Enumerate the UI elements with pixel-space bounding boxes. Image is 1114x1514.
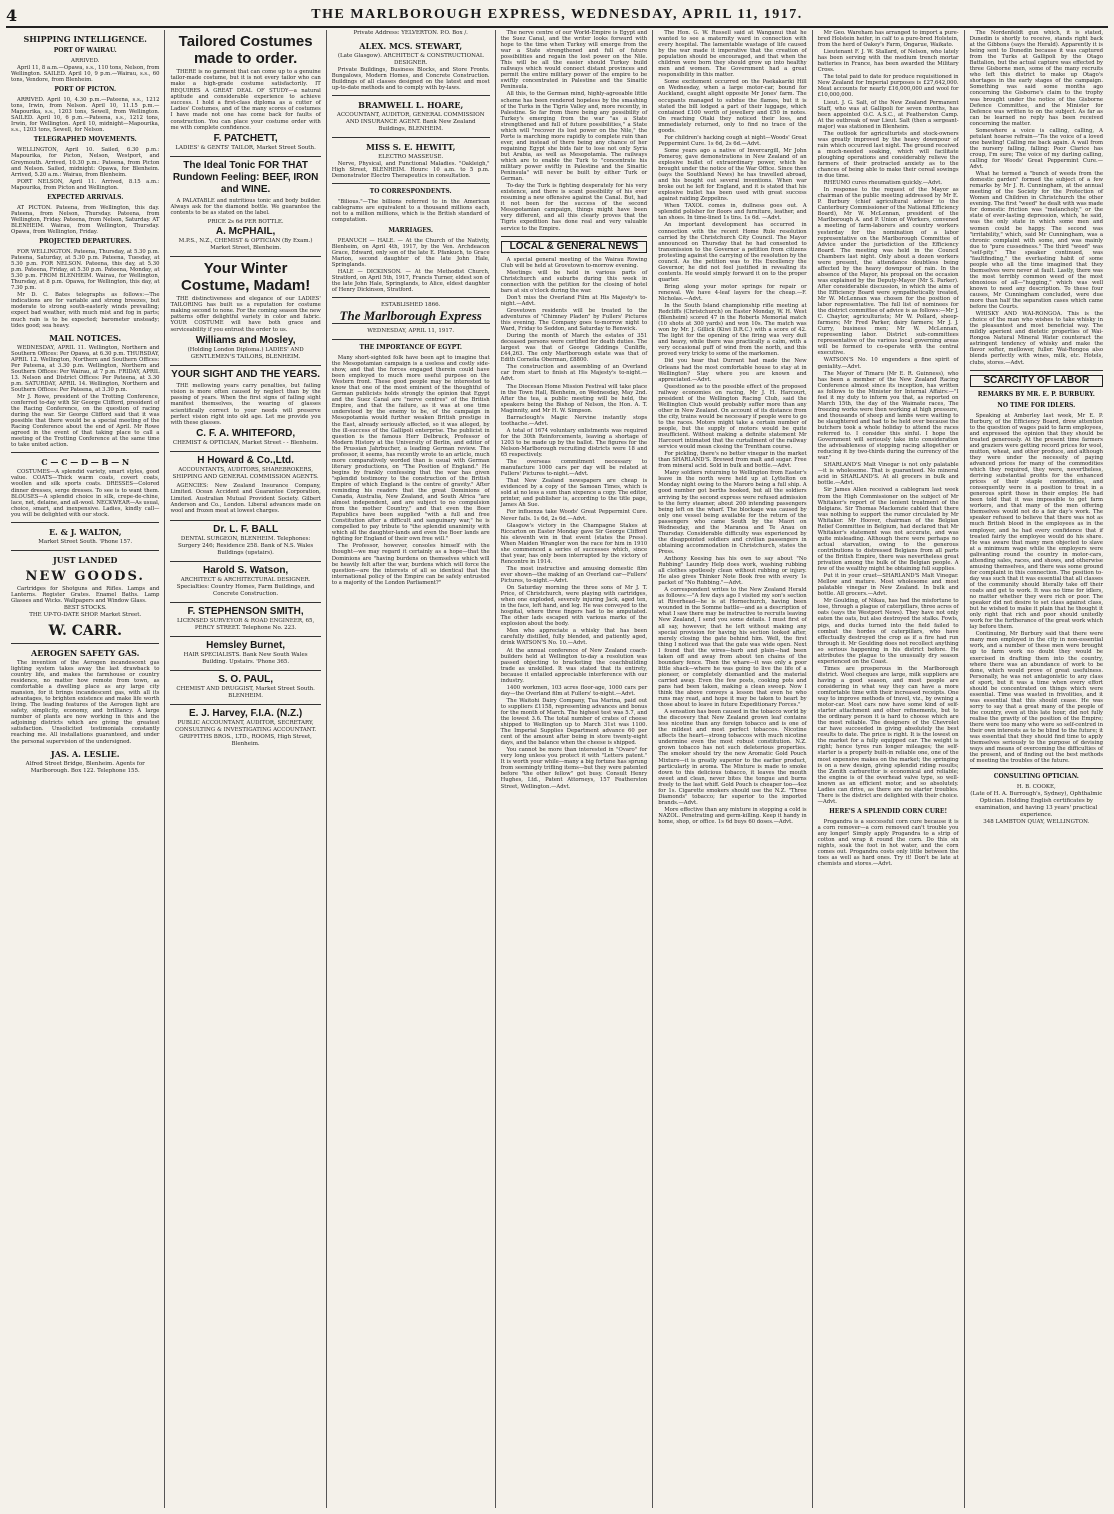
arrived-label: ARRIVED. [71,58,100,64]
leader-dateline: WEDNESDAY, APRIL 11, 1917. [367,327,455,334]
hoare-name: BRAMWELL L. HOARE, [358,100,464,111]
expected-heading: EXPECTED ARRIVALS. [47,193,124,201]
stewart-sub: (Late Glasgow). ARCHITECT & CONSTRUCTIONAL DESIGNER. [337,53,484,66]
sight-heading: YOUR SIGHT AND THE YEARS. [171,368,321,380]
optician-heading: CONSULTING OPTICIAN. [993,773,1079,781]
remarks-subhead: REMARKS BY MR. E. P. BURBURY. [977,390,1095,398]
hewitt-sub: ELECTRO MASSEUSE. [378,154,444,161]
page-columns [6,30,1108,1508]
masthead [6,4,1108,28]
scarcity-heading: SCARCITY OF LABOR [970,375,1103,387]
marriages-heading: MARRIAGES. [388,226,434,234]
column-7: The Nordenfeldt gun which, it is stated, Dunedin is shortly to receive, stands right back at the Gibbons (says the Herald). Apparently it is being sent to Dunedin because it was captured from the Turks at Gallipoli by the Otago Battalion, but the actual capture was effected by three Gisborne men, some of the many recruits who left this district to make up Otago's shortages in the early stages of the campaign. Something was said some months ago concerning the Gisborne's claim to the trophy was brought under the notice of the Gisborne Defence Committee, and the Minister for Defence was written to on the subject. As far as can be learned no reply has been received concerning the matter. Somewhere a voice is calling, calling, A petulant hoarse refrain—'Tis the voice of a loved one bawling! Calling me back again. A wail from the nursery falling, falling: Poor Clarice has croup, I'm sure; The voice of my darling calling, calling for Woods' Great Peppermint Cure.—Advt. What he termed a "bunch of weeds from the domestic garden" formed the subject of a few remarks by Mr J. R. Cunningham, at the annual meeting of the Society for the Protection of Women and Children in Christchurch the other evening. The first "weed" he dealt with was made for domestic friction was "melancholy," or the state of ever-lasting depression, which, he said, was the only state in which some men and women could be happy. The second was "irritability," which, said Mr Cunningham, was a chronic complaint with some, and was mainly due to "pure cussedness." The third "weed" was "self-pity." The speaker continued, was "faultfinding," the everlasting habit of some people who all the time imagined that they themselves were never at fault. Lastly, there was the most terribly common weed of the most obnoxious of all—"hugging," which was well known to need any description. To these four causes, Mr Cunningham concluded, were due more than half the separation cases which came before the Courts. WHISKY AND WAI-RONGOA. This is the choice of the man who wishes to take whisky in the pleasantest and most beneficial way. The mildly aperient and dietetic properties of Wai-Rongoa Natural Mineral Water counteract the astringent tendency of whisky and make the flavor softer, mellower, fuller. Wai-Rongoa also blends perfectly with wines, milk, etc. Hotels, clubs, stores.—Advt. SCARCITY OF LABOR REMARKS BY MR. E. P. BURBURY. NO TIME FOR IDLERS. Speaking at Amberley last week, Mr E. P. Burbury, of the Efficiency Board, drew attention to the question of wages paid to farm employees, and expressed the opinion that they should be treated generously. At the present time farmers and graziers were getting record prices for wool, mutton, wheat, and other produce, and although they were under the necessity of paying advanced prices for many of the commodities which they required, they were, nevertheless, deriving substantial profits for the enhanced prices of their staple commodities, and consequently were in a position to treat in a generous spirit those in their employ. He had been told that it was impossible to get farm workers, and that many of the men offering themselves would not do a fair day's work. The speaker refused to believe that there was not as much British blood in the employees as in the employer, and he had every confidence that if treated fairly the employee would do his share. He was aware that many men objected to slave at a minimum wage while the employers were galivanting round the country in motor-cars, attending sales, races, and shows, and otherwise amusing themselves, and there was some ground for complaint in this connection. The position to-day was such that it was essential that all classes of the community should literally take off their coats and get to work. It was no time for idlers, no matter whether they were rich or poor. The speaker did not desire to set class against class, but he wished to make it plain that he thought it only right that rich and poor should unitedly work for the furtherance of the great work which lay before them. Continuing, Mr Burbury said that there were many men employed in the city in non-essential work, and a number of these men were brought up to farm work no doubt they would be exercised in drafting them into the country, where there was an abundance of work to be done, which would prove of great usefulness. Personally, he was not antagonistic to any class of sport, but it was a time when every effort should be concentrated on things which were essential. Time was wasted in frivolities, and it was essential that this should cease. He was sorry to say that a great many of the people of the country, even at this late hour, did not fully realise the gravity of the position of the Empire; there were too many who were so self-centred in their own interests as to be blind to the future; it was essential that they should find time to apply themselves seriously to the purpose of devising ways and means of overcoming the difficulties of the present, and of finding out the best methods of meeting the troubles of the future. CONSULTING OPTICIAN. H. B. COOKE, (Late of H. A. Burrough's, Sydney), Ophthalmic Optician. Holding English certificates by examination, and having 13 years' practical experience. 348 LAMBTON QUAY, WELLINGTON. [969,30,1104,826]
paper-nameplate: The Marlborough Express [339,307,482,323]
williams-name: Williams and Mosley, [195,334,296,346]
walton-address: Market Street South. 'Phone 157. [38,538,133,545]
page-number: 4 [6,5,18,25]
column-2: Tailored Costumes made to order. THERE is no garment that can come up to a genuine tailor-made costume, but it is not every tailor who can make a high-grade costume satisfactorily. IT REQUIRES A GREAT DEAL OF STUDY—a natural aptitude and considerable experience to achieve success. I hold a first-class diploma as a cutter of Ladies' Costumes, and of the many scores of costumes I have made not one has come back for faults of construction. You can place your costume order with me with complete confidence. F. PATCHETT, LADIES' & GENTS' TAILOR, Market Street South. The Ideal Tonic FOR THAT Rundown Feeling: BEEF, IRON and WINE. A PALATABLE and nutritious tonic and body builder. Always ask for the diamond bottle. We guarantee the contents to be as stated on the label. PRICE 2s 6d PER BOTTLE. A. McPHAIL, M.P.S., N.Z., CHEMIST & OPTICIAN (By Exam.) Market Street, Blenheim. Your Winter Costume, Madam! THE distinctiveness and elegance of our LADIES' TAILORING has built us a reputation for costume making second to none. For the coming season the new patterns offer delightful variety in color and fabric. YOUR COSTUME will have both grace and serviceability if you entrust the order to us. Williams and Mosley, (Holding London Diploma.) LADIES' AND GENTLEMEN'S TAILORS, BLENHEIM. YOUR SIGHT AND THE YEARS. THE mellowing years carry penalties, but failing vision is more often caused by neglect than by the passing of years. When the first signs of failing sight manifest themselves, the wearing of glasses scientifically correct to your needs will preserve perfect vision right into old age. Let me provide you with these glasses. C. F. A. WHITEFORD, CHEMIST & OPTICIAN, Market Street - - Blenheim. H Howard & Co.,Ltd. ACCOUNTANTS, AUDITORS, SHAREBROKERS, SHIPPING AND GENERAL COMMISSION AGENTS. AGENCIES: New Zealand Insurance Company, Limited. Ocean Accident and Guarantee Corporation, Limited. Australian Mutual Provident Society. Gilbert Anderson and Co., London. Liberal advances made on wool and frozen meat at lowest charges. Dr. L. F. BALL DENTAL SURGEON, BLENHEIM. Telephones: Surgery 246; Residence 258. Bank of N.S. Wales Buildings (upstairs). Harold S. Watson, ARCHITECT & ARCHITECTURAL DESIGNER. Specialties: Country Homes, Farm Buildings, and Concrete Construction. F. STEPHENSON SMITH, LICENSED SURVEYOR & ROAD ENGINEER, 65, PERCY STREET. Telephone No. 223. Hemsley Burnet, HAIR SPECIALISTS. Bank New South Wales Building. Upstairs. 'Phone 365. S. O. PAUL, CHEMIST AND DRUGGIST, Market Street South. BLENHEIM. E. J. Harvey, F.I.A. (N.Z.) PUBLIC ACCOUNTANT, AUDITOR, SECRETARY, CONSULTING & INVESTIGATING ACCOUNTANT. GRIFFITHS BROS., LTD., ROOMS, High Street, Blenheim. [165,30,326,1508]
shipping-heading: SHIPPING INTELLIGENCE. [23,34,147,44]
new-goods: NEW GOODS. [25,568,145,584]
column-4: The nerve centre of our World-Empire is Egypt and the Suez Canal, and the writer looks forward with hope to the time when Turkey will emerge from the war a State strengthened and full of future possibilities and regain the lost power on the Nile. This will be all the easier should Turkey build railways which would connect distant provinces and permit the entire military power of the empire to be swiftly concentrated in Palestine and the Sinaitic Peninsula. All this, to the German mind, highly-agreeable little scheme has been rendered hopeless by the smashing of the Turks in the Tigris Valley and, more recently, in Palestine. So far from there being any possibility of Turkey's emerging from the war "as a State strengthened and full of future possibilities," a State which will "recover its lost power on the Nile," the Porte is marching more rapidly to complete ruin than ever, and instead of there being any chance of her regaining Egypt she bids fair to lose not only Syria but Arabia, as well as Mesopotamia. The railways which are to enable the Turk to "concentrate his military power swiftly in Palestine and the Sinaitic Peninsula" will never be built by either Turk or German. To-day the Turk is fighting desperately for his very existence, and there is scant possibility of his ever resuming a new offensive against the Canal. But, had it not been for the success of the second Mesopotamian campaign, things might have been very different, and all this clearly proves that the Tigris expedition has done real and very valuable service to the Empire. LOCAL & GENERAL NEWS A special general meeting of the Wairau Rowing Club will be held at Grovetown to-morrow evening. Meetings will be held in various parts of Christchurch and suburbs during this week in connection with the petition for the closing of hotel bars at six o'clock during the war. Don't miss the Overland Film at His Majesty's to-night.—Advt. Grovetown residents will be treated to the adventures of "Chimney Pladen" by Fullers' Pictures this evening. The Company goes to-morrow night to Ward, Friday to Seddon, and Saturday to Renwick. During the month of March the estates of 351 deceased persons were certified for death duties. The largest was that of George Giddings Cunliffe, £44,263. The only Marlborough estate was that of Edith Cornelia Oberman, £8800. The construction and assembling of an Overland car from start to finish at His Majesty's to-night.—Advt. The Diocesan Home Mission Festival will take place in the Town Hall, Blenheim, on Wednesday, May 2nd. After the tea, a public meeting will be held, the speakers being the Bishop of Nelson, the Hon. A. T. Maginnity, and Mr H. W. Simpson. Barraclough's Magic Nervine instantly stops toothache.—Advt. A total of 1674 voluntary enlistments was required for the 30th Reinforcements, leaving a shortage of 1203 to be made up by the ballot. The figures for the Nelson-Marlborough recruiting districts were 18 and 65 respectively. The overseas commitment necessary to manufacture 1000 cars per day will be related at Fullers' Pictures to-night.—Advt. That New Zealand newspapers are cheap is evidenced by a copy of the Samoan Times, which is sold at no less a sum than sixpence a copy. The editor, printer, and publisher is, according to the title page, James Ah Sue. For influenza take Woods' Great Peppermint Cure. Never fails. 1s 6d, 2s 6d.—Advt. Glasgow's victory in the Champagne Stakes at Riccarton on Easter Monday gave Sir George Clifford his eleventh win in that event (states the Press). When Maiden Wrangler won the race for him in 1910 she commenced a series of successes which, since that year, has only been interrupted by the victory of Rencontre in 1914. The most instructive and amusing domestic film ever shown—the making of an Overland car—Fullers' Pictures, to-night.—Advt. On Saturday morning the three sons of Mr J. T. Price, of Christchurch, were playing with cartridges, when one exploded, severely injuring Jack, aged ten, in the face, left hand, and leg. He was conveyed to the hospital, where three fingers had to be amputated. The other lads escaped with various marks of the explosion about the body. Men who appreciate a whisky that has been carefully distilled, fully blended, and patiently aged, drink WATSON'S No. 10.—Advt. At the annual conference of New Zealand coach-builders held at Wellington to-day a resolution was passed objecting to bracketing the coachbuilding trade as unskilled. It was stated that its entirety, because it entailed appreciable interference with our industry. 1400 workmen, 103 acres floor-age, 1000 cars per day—the Overland film at Fullers' to-night.—Advt. The Waitohi Dairy Company, Tua Marina, paid out to suppliers £1158, representing advances and bonus for the month of March. The highest test was 5.7, and the lowest 3.6. The total number of crates of cheese shipped to Wellington up to March 31st was 1100. The Imperial Supplies Department advance 60 per cent of the amount after being in store twenty-eight days, and the balance when the cheese is shipped. You cannot be more than interested in "Ovaro" for very long unless you protect it with "Letters patent." It is worth your while—many a big fortune has sprung from seemingly trifling items—but they were patented before "the other fellow" got busy. Consult Henry Hughes, Ltd., Patent Attorneys, 157 Featherston Street, Wellington.—Advt. [496,30,654,1508]
williams-sub: (Holding London Diploma.) LADIES' AND GENTLEMEN'S TAILORS, BLENHEIM. [187,346,304,360]
aerogen-heading: AEROGEN SAFETY GAS. [30,647,140,658]
mcphail-sub: M.P.S., N.Z., CHEMIST & OPTICIAN (By Exam.) Market Street, Blenheim. [178,237,313,251]
patchett-sub: LADIES' & GENTS' TAILOR, Market Street South. [175,145,316,152]
telegraphed-heading: TELEGRAPHED MOVEMENTS. [33,136,137,144]
column-3: Private Address: YELVERTON. P.O. Box /. ALEX. MCS. STEWART, (Late Glasgow). ARCHITECT & CONSTRUCTIONAL DESIGNER. Private Buildings, Business Blocks, and Store Fronts. Bungalows, Modern Homes, and Concrete Construction. Buildings of all classes designed on the latest and most up-to-date methods and to comply with by-laws. BRAMWELL L. HOARE, ACCOUNTANT, AUDITOR, GENERAL COMMISSION AND INSURANCE AGENT. Bank New Zealand Buildings, BLENHEIM. MISS S. E. HEWITT, ELECTRO MASSEUSE. Nerve, Physical, and Functional Maladies. "Oakleigh," High Street, BLENHEIM. Hours: 10 a.m. to 5 p.m. Demonstrator Electro Therapeutics in consultation. TO CORRESPONDENTS. "Bilious."—The billions referred to in the American cablegrams are equivalent to a thousand millions each, not to a million millions, which is the British standard of computation. MARRIAGES. PEANUCH — HALE. — At the Church of the Nativity, Blenheim, on April 4th, 1917, by the Ven. Archdeacon Grace, Edward, only son of the late E. Pfankuch, to Grace Marion, second daughter of the late John Hale, Springlands. HALE — DICKINSON. — At the Methodist Church, Stratford, on April 5th, 1917, Francis Turner, eldest son of the late John Hale, Springlands, to Alice, eldest daughter of Henry Dickinson, Stratford. ESTABLISHED 1866. The Marlborough Express WEDNESDAY, APRIL 11, 1917. THE IMPORTANCE OF EGYPT. Many short-sighted folk have been apt to imagine that the Mesopotamian campaign is a useless and costly side-show, and that the forces engaged therein could have been employed to much more useful purpose on the Western front. These good people may be interested to know that one of the most eminent of the thoughtful of German publicists holds strongly the opinion that Egypt and the Suez Canal are "nerve centres" of the British Empire, and that the failure, as it was at one time understood by the enemy to be, of the campaign in Mesopotamia would further weaken British prestige in the East, already seriously affected, so it was alleged, by the ill-success of the Gallipoli enterprise. The publicist in question is the famous Herr Delbruck, Professor of Modern History at the University of Berlin, and editor of the Prussian Jahrbucher, a leading German review. The professor, it seems, has recently wrote to an article, much more comparatively worded than is usual with German literary productions, on "The Position of England." He begins by frankly confessing that the war has given "splendid testimony to the construction of the British Empire of which England is the centre of gravity." After reminding his readers that the great Dominions of Canada, Australia, New Zealand, and South Africa "are almost independent, and are subject to no compulsion from the mother Country," and that even the Boer Republics have been supplied "with a full and free Constitution after a difficult and sanguinary war," he is compelled to pay tribute to "the splendid unanimity with which all the daughter-lands and even the Boer lands are fighting for England of their own free will." The Professor, however, consoles himself with the thought—we may regard it certainly as a hope—that the Dominions are "having burdens on themselves which will be heavily felt after the war, burdens which will force the question—are the interests of all so identical that the international policy of the Empire can be safely entrusted to a majority of the London Parliament?" [327,30,496,1508]
private-address: Private Address: YELVERTON. P.O. Box /. [353,30,468,36]
cooke-name: H. B. COOKE, [1016,784,1056,791]
hoare-sub: ACCOUNTANT, AUDITOR, GENERAL COMMISSION AND INSURANCE AGENT. Bank New Zealand Buildings, BLENHEIM. [336,112,485,133]
tonic-heading: The Ideal Tonic FOR THAT Rundown Feeling: BEEF, IRON and WINE. [172,160,319,196]
egypt-heading: THE IMPORTANCE OF EGYPT. [359,343,462,351]
walton-name: E. & J. WALTON, [48,526,122,537]
best-stocks: BEST STOCKS. [63,604,107,611]
cooke-address: 348 LAMBTON QUAY, WELLINGTON. [983,819,1090,826]
port-picton: PORT OF PICTON. [54,86,117,94]
howard-sub: ACCOUNTANTS, AUDITORS, SHAREBROKERS, SHIPPING AND GENERAL COMMISSION AGENTS. [172,467,319,481]
whiteford-name: C. F. A. WHITEFORD, [196,428,296,440]
carr-name: W. CARR. [48,622,122,639]
column-5: The Hon. G. W. Russell said at Wanganui that he wanted to see a maternity ward in connection with every hospital. The lamentable wastage of life caused by the war made it imperative that the creation of population should be encouraged, and that when the children were born they should grow up into healthy men and women. The Government had a great responsibility in this matter. Some excitement occurred on the Paekakariki Hill on Wednesday, when a large motor-car, bound for Auckland, caught alight opposite Mr Jones' farm. The occupants managed to subdue the flames, but it is stated the bill lodged a part of their luggage, which contained £100 worth of jewellery and £50 in notes. On reaching Otaki they noticed their loss, and immediately returned, only to find no trace of the goods. For children's hacking cough at night—Woods' Great Peppermint Cure. 1s 6d, 2s 6d.—Advt. Some years ago a native of Invercargill, Mr John Pomeroy, gave demonstrations in New Zealand of an explosive bullet of extraordinary power, which he brought under the notice of the War Office. Since then (says the Southland News) he has travelled abroad, and his bought out several inventions. When war broke out he left for England, and it is stated that his explosive bullet has been used with great success against raiding Zeppelins. When TAXOL comes in, dullness goes out. A splendid polisher for floors and furniture, leather, and tan shoes. In time-lined 1s tins. 1s 6d. —Advt. An important development has occurred in connection with the recent Home Rule resolution carried by the Christchurch City Council. The Mayor announced on Thursday that he had consented to transmission to the Governor a petition from citizens protesting against the carrying of the resolution by the council. As the petition was to His Excellency the Governor, he did not feel justified in revealing its contents. He would simply forward it on to the proper quarter. Bring along your motor springs for repair or renewal. We have 4-leaf layers for the cheap.—F. Nicholas.—Advt. In the South Island championship rifle meeting at Redcliffs (Christchurch) on Easter Monday, W. H. West (Blenheim) scored 47 in the Roberts Memorial match (10 shots at 300 yards) and won 10s. The match was won by Mr. J. Gillick (Kiwi D.R.C.) with a score of 42. The light for the opening of the firing was very dull and heavy, while there was practically a calm, with a very occasional puff of wind from the north, and this proved very tricky to some of the marksmen. Did you hear that Durrant had made the New Orleans had the most comfortable house to stay at in Wellington? Stay where you are known and appreciated.—Advt. Questioned as to the possible effect of the proposed railway economies on racing, Mr J. H. Harcourt, president of the Wellington Racing Club, said the Wellington Club would probably suffer more than any other in New Zealand. On account of its distance from the city, trains would be necessary if people were to go to the races. Motors might take a certain number of people, but the supply of motors would be quite insufficient. Without making a definite statement Mr Harcourt intimated that the curtailment of the railway service would mean closing the Trentham course. For pickling, there's no better vinegar in the market than SHARLAND'S. Brewed from malt and sugar. Free from mineral acid. Sold in bulk and bottle.—Advt. Many soldiers returning to Wellington from Easter's leave in the north were held up at Lyttelton on Monday night owing to the Maroro being a full ship. A good number got berths booked, but all the soldiers arriving by the second express were refused admission to the ferry steamer, about 200 intending passengers being left on the wharf. The blockage was caused by only one vessel being available for the return of the passengers who came South by the Maori on Wednesday, and the Maranoa and Te Anau on Thursday. Considerable difficulty was experienced by the disappointed soldiers and civilian passengers in obtaining accommodation in Christchurch, states the Press. Anthony Keesing has his own to say about "No Rubbing" Laundry Help does work, washing rubbing all clothes spotlessly clean without rubbing or injury. He also gives Thinker Note Book free with every 1s packet of "No Rubbing."—Advt. A correspondent writes to the New Zealand Herald as follows:—"A few days ago I visited my son's section at Riverhead—he is at Hornechurch, having been wounded in the Somme battle—and as a description of what I saw there may be instructive to recruits leaving New Zealand, I send you some details. I must first of all say, however, that he left without making any special provision for having his section looked after, merely closing the gate behind him. Well, the first thing I noticed was that the gate was wide open. Next I found that the wires—barb and plain—had been taken off and away from about ten chains of the boundary fence. Then the whare—it was only a poor little shack—where he was going to live the life of a pioneer, or completely dismantled and the material carried away. Even the few posts, cooking pots and pans had been taken, making a clean sweep. Now I think the above conveys a lesson that even he who runs may read, and hope it may be taken to heart by those about to leave in future Expeditionary Forces." A sensation has been caused in the tobacco world by the discovery that New Zealand grown leaf contains less nicotine than any foreign tobacco and is one of the mildest and most perfect tobaccos. Nicotine affects the heart—strong tobaccos with much nicotine undermine even the most robust constitution. N.Z. grown tobacco has not such deleterious properties. The smoker should try the new Aromatic Gold Pouch Mixture—it is greatly superior to the earlier product, particularly in aroma. The Mixture is made to smoke down to this delicious tobacco, it leaves the mouth sweet and clean, never bites the tongue and burns freely to the last whiff. Gold Pouch is cheaper too—4oz for 1s. Cigarette smokers should use the N.Z. "Three Diamonds" tobacco; far superior to the imported brands.—Advt. More effective than any mixture in stopping a cold is NAZOL. Penetrating and germ-killing. Keep it handy in home, shop, or office. 1s 6d buys 60 doses.—Advt. [653,30,812,1508]
leslie-name: JAS. A. LESLIE. [50,748,120,759]
column-6: Mr Geo. Wareham has arranged to import a pure-bred Holstein heifer, in calf to a pure-bred Holstein, from the herd of Oakey's Farm, Ongarue, Waikato. Lieutenant F. J. W. Stallard, of Nelson, who lately has been serving with the medium trench mortar batteries in France, has been awarded the Military Cross. The total paid to date for produce requisitioned in New Zealand for Imperial purposes is £27,642,000. Meat accounts for nearly £16,000,000 and wool for £10,000,000. Lieut. J. G. Salt, of the New Zealand Permanent Staff, who was at Gallipoli for seven months, has been appointed O.C. A.S.C., at Featherston Camp. At the outbreak of war Lieut. Salt (then a sergeant-major) was stationed in Blenheim. The outlook for agriculturists and stock-owners was greatly improved by the heavy downpour of rain which occurred last night. The ground received a much-needed soaking, which will facilitate ploughing operations and considerably relieve the farmers of their protracted anxiety as to the chances of being able to make their cereal sowings in due time. RHEUMO cures rheumatism quickly.—Advt. In response to the request of the Mayor as chairman of the public meeting addressed by Mr E. P. Burbury (chief agricultural adviser to the Canterbury Commissioner of the National Efficiency Board), Mr W. McLennan, president of the Marlborough A. and P. Union of Workers, convened a meeting of farm-laborers and country workers yesterday for the nomination of a labor representative on the Marlborough Committee of Advice under the jurisdiction of the Efficiency Board. The meeting was held in the Council Chambers last night. Only about a dozen workers were present, the attendance doubtless being affected by the heavy downpour of rain. In the absence of the Mayor, his proposal on the occasion was explained by the Deputy-Mayor (Mr S. Parker). After considerable discussion, in which the aims of the Efficiency Board were sympathetically treated, Mr W. McLennan was chosen for the position of labor representative. The full list of nominees for the district committee of advice is as follows:—Mr J. C. Chaytor, agriculturists; Mr W. Pollard, sheep-farmers; Mr Fred Parker, dairy farmers; Mr J. J. Curry, business men; Mr W. McLennan, representing labor. District sub-committees representative of the various local governing areas will be formed to co-operate with the central executive. WATSON'S No. 10 engenders a fine spirit of geniality.—Advt. The Mayor of Timaru (Mr E. R. Guinness), who has been a member of the New Zealand Racing Conference almost since its inception, has written as follows to the Minister for Internal Affairs:—"I feel it my duty to inform you that, as reported on March 15th, the day of the Waimate races, The freezing works were then working at high pressure, and thousands of sheep and lambs were waiting to be slaughtered and had to be held over because the butchers took a whole holiday to attend the races referred to. I consider this sinful. I hope the Government will seriously take into consideration the advisableness of stopping racing altogether or reducing it by two-thirds during the currency of the war." SHARLAND'S Malt Vinegar is not only palatable—it is wholesome. That is guaranteed. No mineral acid in SHARLAND'S. At all grocers in bulk and bottle.—Advt. Sir James Allen received a cablegram last week from the High Commissioner on the subject of Mr Whitaker's report of the lenient treatment of the Belgians. Sir Thomas Mackenzie cabled that there was nothing to support the rumor circulated by Mr Whitaker. Mr Hoover, chairman of the Belgian Relief Committee in Belgium, had declared that Mr Whitaker's statement was not accurate, and was quite misleading. Although there were perhaps no actual starvation, owing to the generous contributions to distressed Belgians from all parts of the British Empire, there was nevertheless great privation among the bulk of the Belgian people. A few of the wealthy might be obtaining full supplies. Put it in your cruet—SHARLAND'S Malt Vinegar. Mellow and mature. Most wholesome and most palatable vinegar in New Zealand. In bulk and bottle. All grocers.—Advt. Mr Goulding, of Nikau, has had the misfortune to lose, through a plague of caterpillars, three acres of oats (says the Westport News). They have not only eaten the oats, but also destroyed the stalks. Fowls, pigs, and ducks turned into the field failed to combat the hordes of caterpillars, who have effectually destroyed the crop as if a fire had run through it. Mr Goulding does not recollect anything so serious happening in his district before. He attributes the plague to the unusually dry season experienced on the Coast. Times are prosperous in the Marlborough district. Wool cheques are large, milk suppliers are having a good season, and most people are considering in what way they can have a more comfortable time with their increased receipts. One way to improve methods of travel, viz., by owning a motor-car. Most cars now have some kind of self-starter attachment and other refinements, but to the ordinary person it is hard to choose which are the most reliable. The designers of the Chevrolet car have succeeded in giving absolutely the best results to date. The price is right. It is the lowest on the market for a fully equipped car. The weight is right; hence tyres run longer mileages; the self-starter is a properly built-in reliable one, one of the most expensive makes on the market; the springing is on a new design, giving splendid riding results; the Zenith carburettor is economical and reliable; the engine is of the overhead valve type, so well-known as an efficient motor, and so absolutely. Ladies can drive, as there are no starter troubles. There is the district are delighted with their choice.—Advt. HERE'S A SPLENDID CORN CURE! Progandra is a successful corn cure because it is a corn remover—a corn removed can't trouble you any longer! Simply apply Progandra to a strip of cotton and wrap it round the corn. Do this six nights, soak the foot in hot water, and the corn comes out. Progandra costs only little between the toes as well as hard ones. Try it! Don't be late at chemists and stores.—Advt. [813,30,965,1508]
stewart-name: ALEX. MCS. STEWART, [359,41,463,51]
projected-heading: PROJECTED DEPARTURES. [39,237,132,245]
local-news-heading: LOCAL & GENERAL NEWS [501,241,648,253]
mcphail-name: A. McPHAIL, [215,225,276,237]
hewitt-name: MISS S. E. HEWITT, [366,142,456,153]
winter-heading: Your Winter Costume, Madam! [181,259,311,294]
tailored-heading: Tailored Costumes made to order. [178,33,313,67]
correspondents-heading: TO CORRESPONDENTS. [369,188,452,196]
mail-notices-heading: MAIL NOTICES. [49,332,122,343]
column-1: SHIPPING INTELLIGENCE. PORT OF WAIRAU. ARRIVED. April 11, 8 a.m.—Opawa, s.s., 110 tons, Nelson, from Wellington. SAILED. April 10, 9 p.m.—Wairau, s.s., 60 tons, Vendore, from Blenheim. PORT OF PICTON. ARRIVED. April 10, 4.30 p.m.—Pateena, s.s., 1212 tons, Irwin, from Nelson. April 10, 11.15 p.m.—Mapourika, s.s., 1203 tons, Sewell, from Wellington. SAILED. April 10, 6 p.m.—Pateena, s.s., 1212 tons, Irwin, for Wellington. April 10, midnight—Mapourika, s.s., 1203 tons, Sewell, for Nelson. TELEGRAPHED MOVEMENTS. WELLINGTON, April 10. Sailed, 6.30 p.m.: Mapourika, for Picton, Nelson, Westport, and Greymouth. Arrived, 10.30 p.m.: Pateena, from Picton and Nelson. Sailed, midnight: Opawa, for Blenheim. Arrived, 5.20 a.m.: Wairau, from Blenheim. PORT NELSON, April 11. Arrived, 8.15 a.m.: Mapourika, from Picton and Wellington. EXPECTED ARRIVALS. AT PICTON. Pateena, from Wellington, this day. Pateena, from Nelson, Thursday. Pateena, from Wellington, Friday. Pateena, from Nelson, Saturday. AT BLENHEIM. Wairau, from Wellington, Thursday. Opawa, from Wellington, Friday. PROJECTED DEPARTURES. FOR WELLINGTON. Pateena, Thursday, at 5.30 p.m. Pateena, Saturday, at 5.30 p.m. Pateena, Tuesday, at 5.30 p.m. FOR NELSON. Pateena, this day, at 5.30 p.m. Pateena, Friday, at 5.30 p.m. Pateena, Monday, at 5.30 p.m. FROM BLENHEIM. Wairau, for Wellington, Thursday, at 8 p.m. Opawa, for Wellington, this day, at 7.30 p.m. Mr D. C. Bates telegraphs as follows:—The indications are for variable and strong breezes, but moderate to strong south-easterly winds prevailing; expect bad weather, with much mist and fog in parts; much rain is to be expected; barometer unsteady; tides good; sea heavy. MAIL NOTICES. WEDNESDAY, APRIL 11. Wellington, Northern and Southern Offices: Per Opawa, at 6.30 p.m. THURSDAY, APRIL 12. Wellington, Northern and Southern Offices: Per Pateena, at 3.30 p.m. Wellington, Northern and Southern Offices: Per Wairau, at 7 p.m. FRIDAY, APRIL 13. Nelson and District Offices: Per Pateena, at 3.30 p.m. SATURDAY, APRIL 14. Wellington, Northern and Southern Offices: Per Pateena, at 3.30 p.m. Mr J. Rowe, president of the Trotting Conference, conferred to-day with Sir George Clifford, president of the Racing Conference, on the question of racing during the war. Sir George Clifford said that it was possible that there would be a special meeting of the Racing Conference about the end of April. Mr Rowe agreed in the event of that taking place to call a meeting of the Trotting Conference at the same time to take united action. C — C — D — B — N COSTUMES—A splendid variety, smart styles, good value. COATS—Thick warm coats, covert coats, woollen and silk sports coats. DRESSES—Colored dinner dresses, serge dresses. To see is to want them. BLOUSES—A splendid choice in silk, crepe-de-chine, lace, net, delaine, and all-wool. NECKWEAR—As usual, choice, smart, and inexpensive. Ladies, kindly call—you will be delighted with our stock. E. & J. WALTON, Market Street South. 'Phone 157. JUST LANDED NEW GOODS. Cartridges for Shotguns and Rifles. Lamps and Lanterns. Register Grates. Enamel Baths. Lamp Glasses and Wicks. Wallpapers and Window Glass. BEST STOCKS. THE UP-TO-DATE SHOP. Market Street. W. CARR. AEROGEN SAFETY GAS. The invention of the Aerogen incandescent gas lighting system takes away the last drawback to country life, and makes the farmhouse or country residence, no matter how remote from town, as comfortable a dwelling place as any large city mansion, for it brings incandescent gas, with all its advantages, to brighten existence and make life worth living. The leading features of the Aerogen light are safety, simplicity, economy, and brilliancy. A large number of plants are now working in this and the adjoining districts which are giving the greatest satisfaction. Unsolicited testimonials constantly reaching me. All installations guaranteed, and under the personal supervision of the undersigned. JAS. A. LESLIE. Alfred Street Bridge, Blenheim. Agents for Marlborough. Box 122. Telephone 155. [6,30,165,1508]
tonic-price: PRICE 2s 6d PER BOTTLE. [207,218,284,225]
howard-name: H Howard & Co.,Ltd. [197,455,294,467]
leslie-address: Alfred Street Bridge, Blenheim. Agents for Marlborough. Box 122. Telephone 155. [25,760,145,774]
carr-shop: THE UP-TO-DATE SHOP. Market Street. [29,611,142,618]
port-wairau: PORT OF WAIRAU. [53,47,117,54]
mail-notices-text: WEDNESDAY, APRIL 11. Wellington, Northern and Southern Offices: Per Opawa, at 6.30 p.m. THURSDAY, APRIL 12. Wellington, Northern and Southern Offices: Per Pateena, at 3.30 p.m. Wellington, Northern and Southern Offices: Per Wairau, at 7 p.m. FRIDAY, APRIL 13. Nelson and District Offices: Per Pateena, at 3.30 p.m. SATURDAY, APRIL 14. Wellington, Northern and Southern Offices: Per Pateena, at 3.30 p.m. [11,344,160,393]
whiteford-sub: CHEMIST & OPTICIAN, Market Street - - Blenheim. [172,440,319,447]
patchett-name: F. PATCHETT, [213,133,278,145]
just-landed: JUST LANDED [53,554,118,565]
no-time-subhead: NO TIME FOR IDLERS. [997,401,1076,409]
established: ESTABLISHED 1866. [380,301,441,308]
newspaper-title: THE MARLBOROUGH EXPRESS, WEDNESDAY, APRIL 11, 1917. [311,7,803,22]
